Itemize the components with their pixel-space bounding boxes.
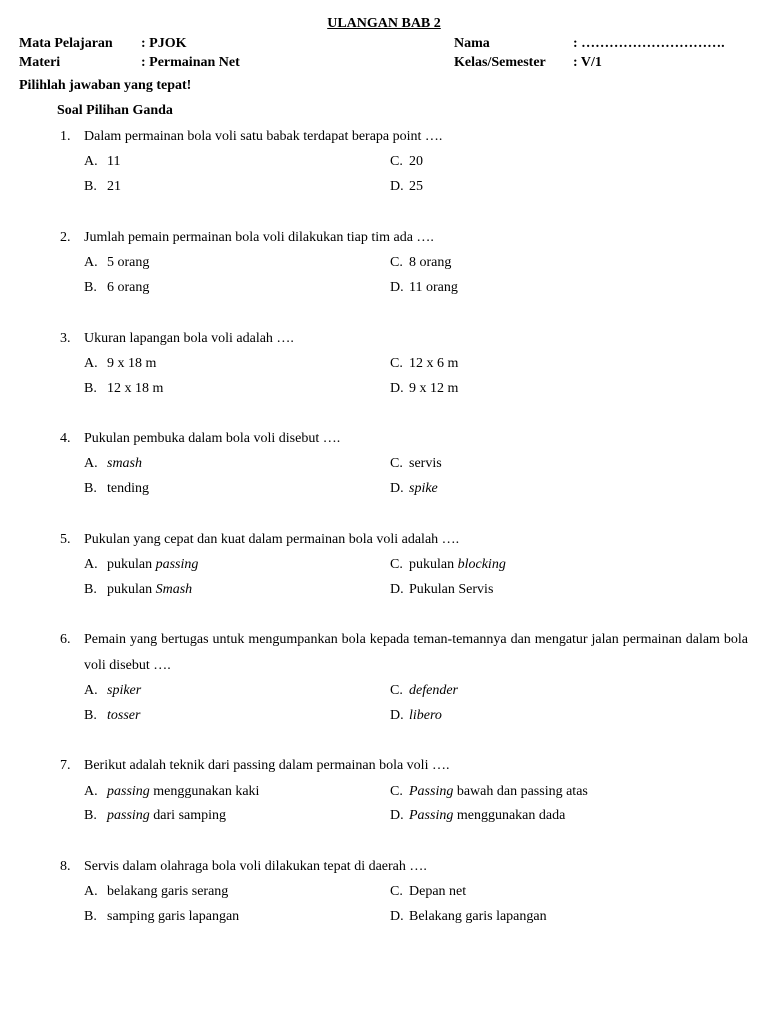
option-letter: A.	[84, 356, 98, 371]
question-number: 3.	[60, 331, 71, 346]
option-c[interactable]	[390, 457, 442, 471]
option-letter: B.	[84, 179, 97, 194]
question-text: Pukulan pembuka dalam bola voli disebut ….	[84, 431, 341, 446]
mata-pelajaran-label: Mata Pelajaran	[19, 36, 113, 51]
option-italic-text: spike	[409, 481, 438, 496]
option-letter: A.	[84, 255, 98, 270]
option-text: 12 x 6 m	[409, 356, 459, 371]
option-b[interactable]	[84, 281, 149, 295]
section-title: Soal Pilihan Ganda	[57, 103, 173, 118]
option-italic-text: Passing	[409, 808, 454, 823]
option-italic-text: passing	[107, 784, 150, 799]
option-c[interactable]	[390, 256, 451, 270]
option-letter: D.	[390, 582, 404, 597]
option-letter: C.	[390, 784, 403, 799]
option-letter: A.	[84, 784, 98, 799]
option-d[interactable]	[390, 583, 493, 597]
option-italic-text: Smash	[155, 582, 193, 597]
option-text: 8 orang	[409, 255, 452, 270]
question-text: Pemain yang bertugas untuk mengumpankan bola kepada teman-temannya dan mengatur jalan permainan dalam bola voli disebut ….	[84, 632, 748, 673]
option-text: 11 orang	[409, 280, 458, 295]
option-d[interactable]	[390, 910, 547, 924]
option-text: pukulan	[107, 557, 156, 572]
kelas-semester-label: Kelas/Semester	[454, 55, 546, 70]
option-c[interactable]	[390, 885, 466, 899]
option-letter: D.	[390, 179, 404, 194]
question-number: 1.	[60, 129, 71, 144]
option-c[interactable]	[390, 357, 458, 371]
materi-label: Materi	[19, 55, 61, 70]
option-text-suffix: bawah dan passing atas	[453, 784, 588, 799]
option-italic-text: tosser	[107, 708, 141, 723]
option-letter: D.	[390, 381, 404, 396]
option-italic-text: smash	[107, 456, 143, 471]
question-text: Ukuran lapangan bola voli adalah ….	[84, 331, 294, 346]
option-b[interactable]	[84, 382, 163, 396]
option-a[interactable]	[84, 457, 142, 471]
option-a[interactable]	[84, 558, 198, 572]
question-text: Pukulan yang cepat dan kuat dalam permainan bola voli adalah ….	[84, 532, 460, 547]
option-italic-text: Passing	[409, 784, 454, 799]
option-letter: B.	[84, 808, 97, 823]
option-b[interactable]	[84, 180, 121, 194]
option-letter: D.	[390, 909, 404, 924]
mata-pelajaran-value: : PJOK	[141, 36, 187, 51]
option-italic-text: blocking	[457, 557, 506, 572]
option-italic-text: spiker	[107, 683, 142, 698]
option-a[interactable]	[84, 155, 120, 169]
option-b[interactable]	[84, 809, 226, 823]
option-text: tending	[107, 481, 149, 496]
option-letter: D.	[390, 280, 404, 295]
option-letter: A.	[84, 884, 98, 899]
question-number: 6.	[60, 632, 71, 647]
option-text: 21	[107, 179, 121, 194]
option-a[interactable]	[84, 256, 149, 270]
option-letter: A.	[84, 456, 98, 471]
option-d[interactable]	[390, 809, 565, 823]
option-letter: A.	[84, 154, 98, 169]
option-letter: C.	[390, 557, 403, 572]
question-number: 5.	[60, 532, 71, 547]
option-text: Depan net	[409, 884, 467, 899]
option-text: 12 x 18 m	[107, 381, 164, 396]
option-c[interactable]	[390, 684, 458, 698]
option-a[interactable]	[84, 684, 141, 698]
option-b[interactable]	[84, 709, 140, 723]
option-text: 9 x 18 m	[107, 356, 157, 371]
option-text: Pukulan Servis	[409, 582, 494, 597]
option-text: pukulan	[409, 557, 458, 572]
nama-label: Nama	[454, 36, 490, 51]
option-d[interactable]	[390, 281, 458, 295]
nama-value: : ………………………….	[573, 36, 725, 51]
question-number: 4.	[60, 431, 71, 446]
option-c[interactable]	[390, 558, 506, 572]
option-letter: C.	[390, 154, 403, 169]
option-a[interactable]	[84, 357, 156, 371]
option-text: 6 orang	[107, 280, 150, 295]
option-text: 9 x 12 m	[409, 381, 459, 396]
option-letter: B.	[84, 381, 97, 396]
option-letter: D.	[390, 708, 404, 723]
option-letter: B.	[84, 481, 97, 496]
option-text: servis	[409, 456, 442, 471]
option-b[interactable]	[84, 910, 239, 924]
option-d[interactable]	[390, 709, 442, 723]
option-text: pukulan	[107, 582, 156, 597]
page-title: ULANGAN BAB 2	[327, 16, 441, 31]
option-letter: D.	[390, 808, 404, 823]
option-a[interactable]	[84, 785, 259, 799]
question-text: Berikut adalah teknik dari passing dalam permainan bola voli ….	[84, 758, 450, 773]
option-italic-text: defender	[409, 683, 458, 698]
option-italic-text: libero	[409, 708, 442, 723]
option-a[interactable]	[84, 885, 228, 899]
option-d[interactable]	[390, 482, 438, 496]
question-number: 8.	[60, 859, 71, 874]
option-text: 11	[107, 154, 121, 169]
option-letter: C.	[390, 356, 403, 371]
option-text-suffix: dari samping	[149, 808, 227, 823]
option-letter: C.	[390, 683, 403, 698]
option-letter: A.	[84, 683, 98, 698]
option-d[interactable]	[390, 382, 458, 396]
option-text: Belakang garis lapangan	[409, 909, 547, 924]
option-text-suffix: menggunakan dada	[453, 808, 566, 823]
option-text: 5 orang	[107, 255, 150, 270]
option-b[interactable]	[84, 482, 149, 496]
option-text: belakang garis serang	[107, 884, 229, 899]
option-c[interactable]	[390, 155, 423, 169]
option-text: 25	[409, 179, 423, 194]
option-letter: B.	[84, 280, 97, 295]
option-b[interactable]	[84, 583, 192, 597]
question-text: Dalam permainan bola voli satu babak terdapat berapa point ….	[84, 129, 443, 144]
instruction-text: Pilihlah jawaban yang tepat!	[19, 78, 192, 93]
option-letter: B.	[84, 582, 97, 597]
option-text-suffix: menggunakan kaki	[149, 784, 260, 799]
kelas-semester-value: : V/1	[573, 55, 602, 70]
option-text: 20	[409, 154, 423, 169]
question-number: 7.	[60, 758, 71, 773]
materi-value: : Permainan Net	[141, 55, 240, 70]
option-italic-text: passing	[155, 557, 199, 572]
option-letter: C.	[390, 884, 403, 899]
option-letter: B.	[84, 708, 97, 723]
option-letter: D.	[390, 481, 404, 496]
question-text: Servis dalam olahraga bola voli dilakukan tepat di daerah ….	[84, 859, 427, 874]
option-c[interactable]	[390, 785, 588, 799]
option-letter: B.	[84, 909, 97, 924]
option-d[interactable]	[390, 180, 423, 194]
option-letter: C.	[390, 456, 403, 471]
option-letter: A.	[84, 557, 98, 572]
option-letter: C.	[390, 255, 403, 270]
question-number: 2.	[60, 230, 71, 245]
option-italic-text: passing	[107, 808, 150, 823]
question-text: Jumlah pemain permainan bola voli dilakukan tiap tim ada ….	[84, 230, 434, 245]
option-text: samping garis lapangan	[107, 909, 240, 924]
